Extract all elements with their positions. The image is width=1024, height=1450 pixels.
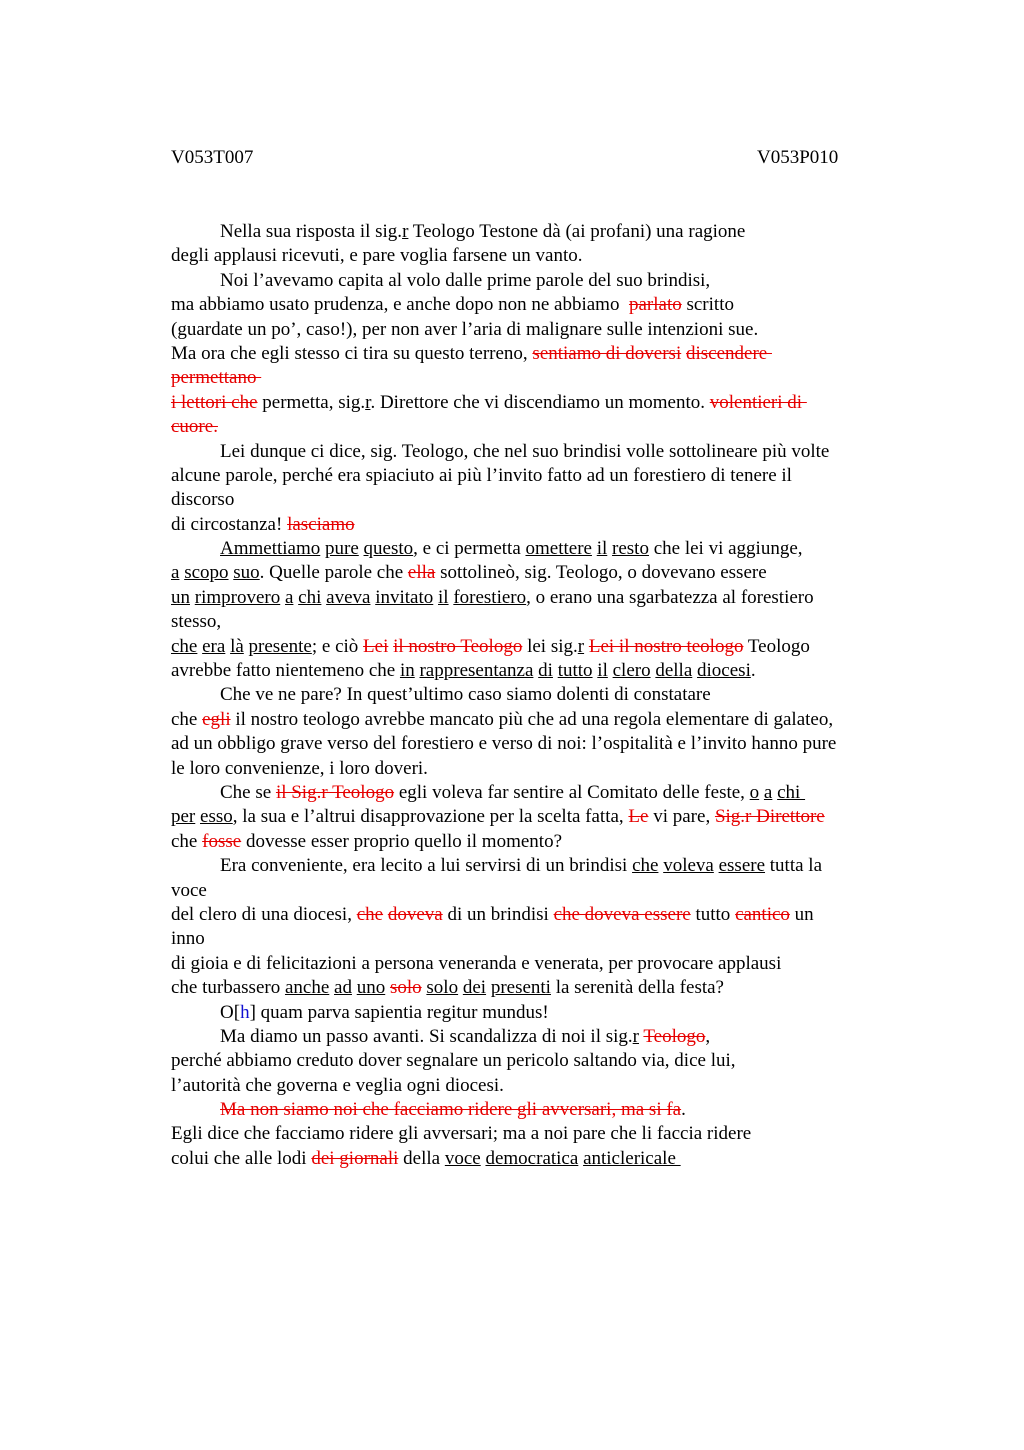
underlined-text: rappresentanza	[419, 660, 534, 682]
underlined-text: chi	[298, 586, 322, 608]
text-run: , la sua e l’altrui disapprovazione per la scelta fatta,	[232, 806, 629, 828]
deleted-text: fosse	[202, 830, 242, 852]
underlined-text: ad	[334, 977, 352, 999]
inserted-text: h	[240, 1001, 250, 1023]
underlined-text: presenti	[490, 977, 551, 999]
text-line	[171, 757, 901, 781]
text-run: sottolineò, sig. Teologo, o dovevano essere	[435, 562, 767, 584]
underlined-text: anche	[284, 977, 330, 999]
text-line	[171, 927, 901, 951]
text-run: che	[171, 830, 203, 852]
text-line	[171, 635, 901, 659]
deleted-text: Lei	[363, 635, 389, 657]
text-run: un	[789, 903, 814, 925]
underlined-text: un	[171, 586, 190, 608]
text-run: ] quam parva sapientia regitur mundus!	[249, 1001, 549, 1023]
underlined-text: o	[749, 781, 760, 803]
text-run: .	[681, 1099, 686, 1121]
deleted-text: sentiamo di doversi	[532, 342, 682, 364]
underlined-text: uno	[356, 977, 386, 999]
underlined-text: rimprovero	[194, 586, 281, 608]
text-run: degli applausi ricevuti, e pare voglia farsene un vanto.	[171, 245, 583, 267]
underlined-text: là	[230, 635, 244, 657]
underlined-text: a	[171, 562, 180, 584]
header-left-code: V053T007	[171, 147, 254, 168]
underlined-text: essere	[718, 855, 766, 877]
text-run: discorso	[171, 489, 235, 511]
text-run: del clero di una diocesi,	[171, 903, 357, 925]
text-line	[171, 1074, 901, 1098]
text-line	[171, 1025, 901, 1049]
text-line	[171, 1147, 901, 1171]
text-run: Egli dice che facciamo ridere gli avversari; ma a noi pare che li faccia ridere	[171, 1123, 752, 1145]
text-run: lei sig.	[522, 635, 578, 657]
text-run: ad un obbligo grave verso del forestiero e verso di noi: l’ospitalità e l’invito hanno pure	[171, 733, 837, 755]
text-line	[171, 586, 901, 610]
underlined-text: che	[632, 855, 659, 877]
text-run: O[	[220, 1001, 241, 1023]
text-run: , o erano una sgarbatezza al forestiero	[526, 586, 814, 608]
text-run: . Direttore che vi discendiamo un momento.	[370, 391, 710, 413]
underlined-text: che	[171, 635, 198, 657]
text-run: colui che alle lodi	[171, 1147, 312, 1169]
text-run: , e ci permetta	[413, 538, 526, 560]
deleted-text: che doveva essere	[553, 903, 691, 925]
text-line	[171, 464, 901, 488]
underlined-text: anticlericale	[583, 1147, 681, 1169]
text-line	[171, 683, 901, 707]
document-body	[171, 220, 901, 1171]
text-line	[171, 805, 901, 829]
text-run: alcune parole, perché era spiaciuto ai più l’invito fatto ad un forestiero di tenere il	[171, 464, 792, 486]
text-run: Noi l’avevamo capita al volo dalle prime parole del suo brindisi,	[220, 269, 711, 291]
text-run: di un brindisi	[442, 903, 554, 925]
deleted-text: il nostro Teologo	[393, 635, 523, 657]
underlined-text: di	[538, 660, 553, 682]
text-line	[171, 342, 901, 366]
underlined-text: r	[365, 391, 371, 413]
deleted-text: Teologo	[643, 1025, 706, 1047]
text-line	[171, 952, 901, 976]
underlined-text: il	[597, 660, 608, 682]
text-run: .	[750, 660, 756, 682]
text-run: (guardate un po’, caso!), per non aver l’aria di malignare sulle intenzioni sue.	[171, 318, 759, 340]
deleted-text: i lettori che	[171, 391, 258, 413]
text-line	[171, 537, 901, 561]
text-run: Che ve ne pare? In quest’ultimo caso siamo dolenti di constatare	[220, 684, 711, 706]
underlined-text: r	[402, 221, 409, 242]
text-run: Che se	[220, 781, 276, 803]
deleted-text: cuore.	[171, 416, 218, 438]
text-run: permetta, sig.	[257, 391, 366, 413]
deleted-text: ella	[407, 562, 436, 584]
underlined-text: voce	[444, 1147, 481, 1169]
text-run: le loro convenienze, i loro doveri.	[171, 757, 428, 779]
text-run: che lei vi aggiunge,	[648, 538, 803, 560]
deleted-text: parlato	[628, 294, 682, 316]
text-line	[171, 513, 901, 537]
underlined-text: voleva	[663, 855, 714, 877]
text-run: la serenità della festa?	[550, 977, 724, 999]
text-run: tutta la	[765, 855, 822, 877]
underlined-text: pure	[325, 538, 359, 560]
text-line	[171, 440, 901, 464]
text-run: il nostro teologo avrebbe mancato più che ad una regola elementare di galateo,	[230, 708, 834, 730]
underlined-text: a	[284, 586, 294, 608]
text-run: scritto	[681, 294, 734, 316]
underlined-text: dei	[462, 977, 487, 999]
text-run: stesso,	[171, 611, 222, 633]
text-line	[171, 659, 901, 683]
deleted-text: doveva	[387, 903, 443, 925]
text-run: Lei dunque ci dice, sig. Teologo, che nel suo brindisi volle sottolineare più volte	[220, 440, 830, 462]
text-run: perché abbiamo creduto dover segnalare un pericolo saltando via, dice lui,	[171, 1050, 736, 1072]
text-run: di gioia e di felicitazioni a persona veneranda e venerata, per provocare applausi	[171, 952, 782, 974]
underlined-text: r	[632, 1025, 639, 1047]
text-line	[171, 293, 901, 317]
text-line	[171, 561, 901, 585]
underlined-text: r	[577, 635, 585, 657]
text-line	[171, 1098, 901, 1122]
underlined-text: omettere	[525, 538, 592, 560]
deleted-text: Sig.r Direttore	[714, 806, 825, 828]
text-run: di circostanza!	[171, 513, 288, 535]
text-line	[171, 269, 901, 293]
underlined-text: il	[438, 586, 449, 608]
underlined-text: era	[202, 635, 226, 657]
underlined-text: della	[655, 660, 693, 682]
deleted-text: Ma non siamo noi che facciamo ridere gli avversari, ma si fa	[220, 1099, 682, 1121]
text-run: egli voleva far sentire al Comitato delle feste,	[394, 781, 750, 803]
text-run: Teologo	[743, 635, 810, 657]
text-line	[171, 1001, 901, 1025]
text-run: vi pare,	[648, 806, 715, 828]
text-run: avrebbe fatto nientemeno che	[171, 660, 400, 682]
text-line	[171, 1122, 901, 1146]
text-run: ,	[705, 1025, 711, 1047]
deleted-text: lasciamo	[287, 513, 355, 535]
text-run: ma abbiamo usato prudenza, e anche dopo non ne abbiamo	[171, 294, 629, 316]
text-run: inno	[171, 928, 205, 950]
text-run: Era conveniente, era lecito a lui servirsi di un brindisi	[220, 855, 633, 877]
underlined-text: invitato	[375, 586, 434, 608]
underlined-text: democratica	[485, 1147, 579, 1169]
underlined-text: chi	[777, 781, 806, 803]
text-run: voce	[171, 879, 207, 901]
text-line	[171, 879, 901, 903]
text-run: l’autorità che governa e veglia ogni diocesi.	[171, 1074, 504, 1096]
text-line	[171, 903, 901, 927]
deleted-text: cantico	[735, 903, 790, 925]
underlined-text: esso	[200, 806, 233, 828]
deleted-text: dei giornali	[311, 1147, 399, 1169]
underlined-text: per	[171, 806, 196, 828]
underlined-text: suo	[233, 562, 260, 584]
deleted-text: permettano	[171, 367, 262, 389]
deleted-text: che	[356, 903, 384, 925]
underlined-text: clero	[612, 660, 651, 682]
text-run: che	[171, 708, 203, 730]
underlined-text: aveva	[326, 586, 371, 608]
deleted-text: discendere	[685, 342, 772, 364]
text-run: tutto	[690, 903, 736, 925]
underlined-text: tutto	[557, 660, 593, 682]
text-run: della	[398, 1147, 445, 1169]
text-run: che turbassero	[171, 977, 285, 999]
underlined-text: solo	[426, 977, 459, 999]
underlined-text: in	[399, 660, 415, 682]
text-line	[171, 220, 901, 244]
text-line	[171, 976, 901, 1000]
text-run: . Quelle parole che	[259, 562, 408, 584]
underlined-text: Ammettiamo	[220, 538, 321, 560]
deleted-text: Lei il nostro teologo	[588, 635, 744, 657]
text-line	[171, 610, 901, 634]
underlined-text: resto	[612, 538, 649, 560]
text-run: Teologo Testone dà (ai profani) una ragione	[408, 221, 746, 242]
deleted-text: egli	[202, 708, 231, 730]
text-line	[171, 244, 901, 268]
text-line	[171, 708, 901, 732]
deleted-text: Le	[628, 806, 649, 828]
text-line	[171, 1049, 901, 1073]
header-right-code: V053P010	[757, 147, 839, 168]
text-run: dovesse esser proprio quello il momento?	[241, 830, 563, 852]
underlined-text: scopo	[184, 562, 229, 584]
deleted-text: solo	[389, 977, 422, 999]
text-run: Ma diamo un passo avanti. Si scandalizza di noi il sig.	[220, 1025, 633, 1047]
underlined-text: a	[763, 781, 773, 803]
text-line	[171, 781, 901, 805]
text-line	[171, 415, 901, 439]
text-line	[171, 366, 901, 390]
text-line	[171, 732, 901, 756]
text-line	[171, 391, 901, 415]
underlined-text: diocesi	[697, 660, 751, 682]
text-run: ; e ciò	[311, 635, 364, 657]
text-line	[171, 318, 901, 342]
deleted-text: il Sig.r Teologo	[275, 781, 395, 803]
underlined-text: forestiero	[453, 586, 527, 608]
text-line	[171, 854, 901, 878]
underlined-text: questo	[363, 538, 414, 560]
underlined-text: presente	[248, 635, 312, 657]
text-line	[171, 830, 901, 854]
text-run: Ma ora che egli stesso ci tira su questo terreno,	[171, 342, 533, 364]
text-line	[171, 488, 901, 512]
text-run: Nella sua risposta il sig.	[220, 221, 403, 242]
underlined-text: il	[596, 538, 608, 560]
deleted-text: volentieri di	[709, 391, 807, 413]
